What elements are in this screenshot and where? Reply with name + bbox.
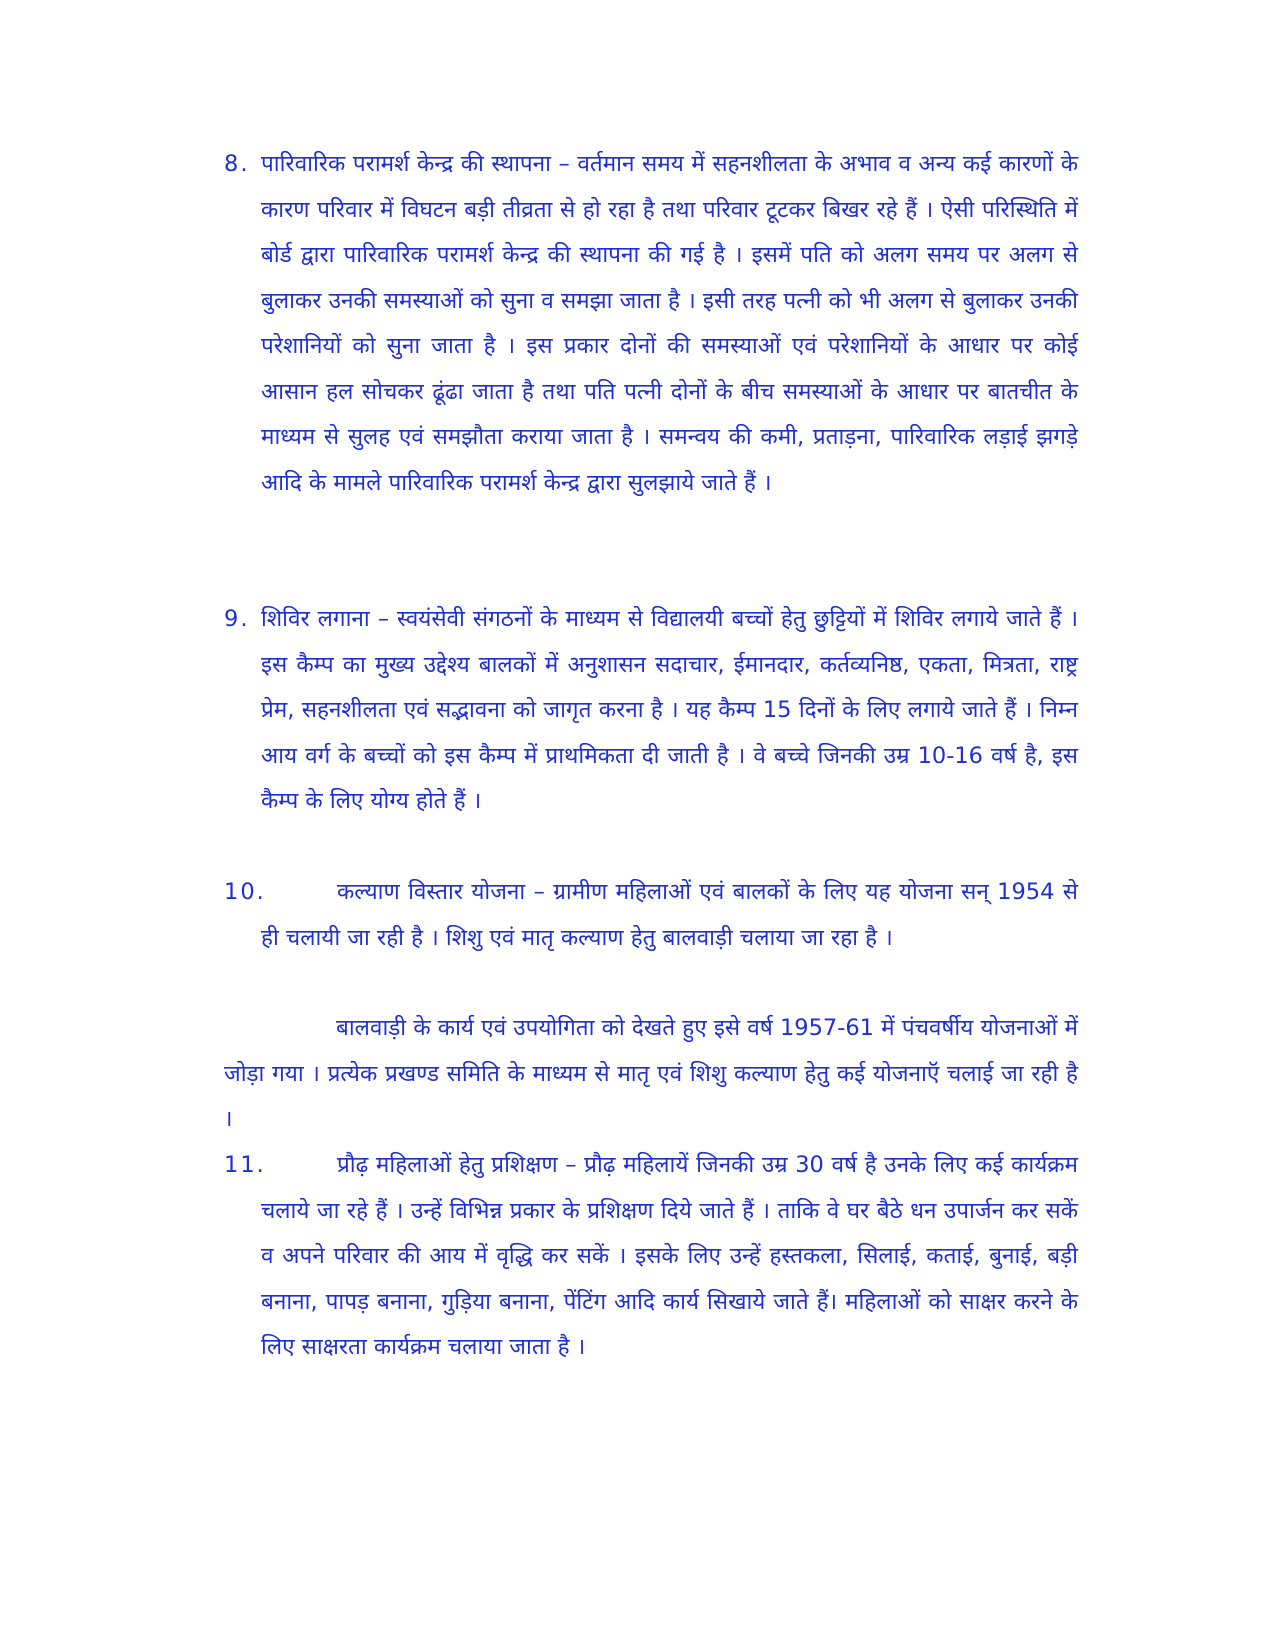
list-item (224, 1143, 1078, 1371)
item-text: कल्याण विस्तार योजना – ग्रामीण महिलाओं एवं बालकों के लिए यह योजना सन् 1954 से ही चलायी जा रही है । शिशु एवं मातृ कल्याण हेतु बालवाड़ी चलाया जा रहा है । (261, 879, 1078, 951)
item-number: 8. (224, 151, 250, 177)
item-number: 10. (224, 879, 266, 905)
item-number: 11. (224, 1152, 266, 1178)
item-text: प्रौढ़ महिलाओं हेतु प्रशिक्षण – प्रौढ़ महिलायें जिनकी उम्र 30 वर्ष है उनके लिए कई कार्यक्रम चलाये जा रहे हैं । उन्हें विभिन्न प्रकार के प्रशिक्षण दिये जाते हैं । ताकि वे घर बैठे धन उपार्जन कर सकें व अपने परिवार की आय में वृद्धि कर सकें । इसके लिए उन्हें हस्तकला, सिलाई, कताई, बुनाई, बड़ी बनाना, पापड़ बनाना, गुड़िया बनाना, पेंटिंग आदि कार्य सिखाये जाते हैं। महिलाओं को साक्षर करने के लिए साक्षरता कार्यक्रम चलाया जाता है । (261, 1152, 1078, 1360)
paragraph: बालवाड़ी के कार्य एवं उपयोगिता को देखते हुए इसे वर्ष 1957-61 में पंचवर्षीय योजनाओं में जोड़ा गया । प्रत्येक प्रखण्ड समिति के माध्यम से मातृ एवं शिशु कल्याण हेतु कई योजनाऍ चलाई जा रही है । (224, 1015, 1078, 1132)
item-text: पारिवारिक परामर्श केन्द्र की स्थापना – वर्तमान समय में सहनशीलता के अभाव व अन्य कई कारणों के कारण परिवार में विघटन बड़ी तीव्रता से हो रहा है तथा परिवार टूटकर बिखर रहे हैं । ऐसी परिस्थिति में बोर्ड द्वारा पारिवारिक परामर्श केन्द्र की स्थापना की गई है । इसमें पति को अलग समय पर अलग से बुलाकर उनकी समस्याओं को सुना व समझा जाता है । इसी तरह पत्नी को भी अलग से बुलाकर उनकी परेशानियों को सुना जाता है । इस प्रकार दोनों की समस्याओं एवं परेशानियों के आधार पर कोई आसान हल सोचकर ढूंढा जाता है तथा पति पत्नी दोनों के बीच समस्याओं के आधार पर बातचीत के माध्यम से सुलह एवं समझौता कराया जाता है । समन्वय की कमी, प्रताड़ना, पारिवारिक लड़ाई झगड़े आदि के मामले पारिवारिक परामर्श केन्द्र द्वारा सुलझाये जाते हैं । (261, 151, 1078, 496)
list-item (224, 142, 1078, 506)
list-item (224, 870, 1078, 961)
item-text: शिविर लगाना – स्वयंसेवी संगठनों के माध्यम से विद्यालयी बच्चों हेतु छुट्टियों में शिविर लगाये जाते हैं । इस कैम्प का मुख्य उद्देश्य बालकों में अनुशासन सदाचार, ईमानदार, कर्तव्यनिष्ठ, एकता, मित्रता, राष्ट्र प्रेम, सहनशीलता एवं सद्भावना को जागृत करना है । यह कैम्प 15 दिनों के लिए लगाये जाते हैं । निम्न आय वर्ग के बच्चों को इस कैम्प में प्राथमिकता दी जाती है । वे बच्चे जिनकी उम्र 10-16 वर्ष है, इस कैम्प के लिए योग्य होते हैं । (261, 606, 1078, 814)
item-number: 9. (224, 606, 250, 632)
list-item (224, 597, 1078, 825)
